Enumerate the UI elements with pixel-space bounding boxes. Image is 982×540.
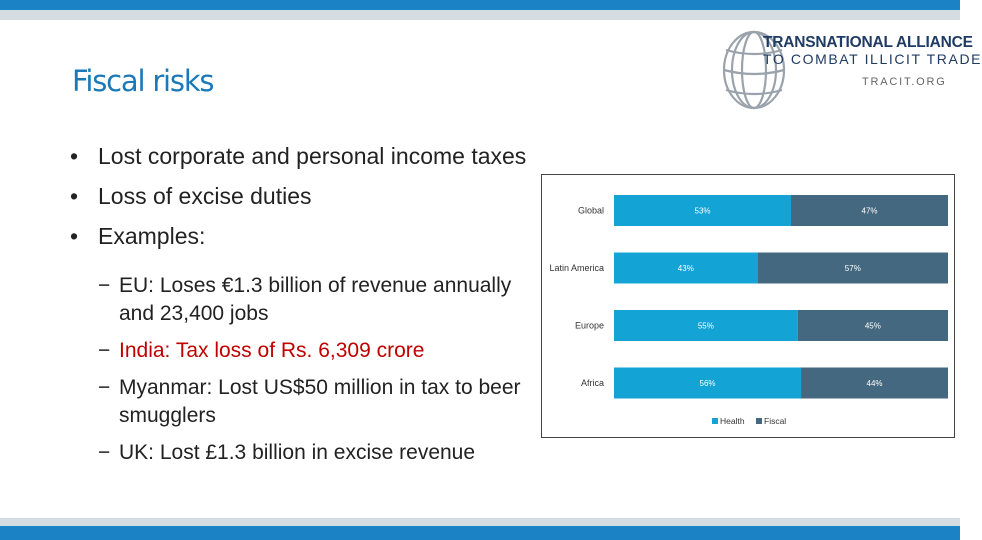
sub-bullet-text: India: Tax loss of Rs. 6,309 crore: [119, 339, 425, 362]
logo-line-2: TO COMBAT ILLICIT TRADE: [763, 51, 982, 67]
data-label: 45%: [864, 321, 881, 331]
category-label: Global: [577, 205, 604, 216]
data-label: 55%: [697, 321, 714, 331]
bullet-item: [70, 142, 540, 170]
sub-bullet-mark: −: [98, 441, 111, 464]
sub-bullet-mark: −: [98, 339, 111, 362]
bullet-mark: •: [70, 183, 79, 209]
bullet-item: [70, 222, 540, 250]
sub-bullet-mark: −: [98, 274, 111, 297]
data-label: 43%: [677, 264, 694, 273]
bullet-mark: •: [70, 143, 79, 169]
data-label: 47%: [861, 206, 878, 216]
logo-url: TRACIT.ORG: [862, 76, 947, 88]
legend-label: Fiscal: [764, 416, 787, 426]
legend-label: Health: [720, 416, 745, 426]
sub-bullet-list: [70, 272, 540, 467]
bullet-text: Loss of excise duties: [98, 183, 312, 209]
sub-bullet-item: [70, 439, 540, 467]
data-label: 57%: [844, 264, 861, 273]
bullet-text: Examples:: [98, 223, 206, 249]
data-label: 53%: [694, 206, 711, 216]
sub-bullet-text: UK: Lost £1.3 billion in excise revenue: [119, 441, 476, 464]
legend-swatch-health: [712, 418, 718, 424]
sub-bullet-text: Myanmar: Lost US$50 million in tax to beer smugglers: [119, 376, 521, 427]
category-label: Europe: [574, 320, 604, 331]
chart-frame: [541, 174, 955, 438]
top-accent-bar: [0, 0, 960, 10]
bottom-accent-bar: [0, 526, 960, 540]
data-label: 56%: [699, 379, 716, 388]
bullet-text: Lost corporate and personal income taxes: [98, 143, 527, 169]
bullet-mark: •: [70, 223, 79, 249]
top-grey-bar: [0, 10, 960, 20]
category-label: Latin America: [549, 263, 604, 273]
bottom-grey-bar: [0, 518, 960, 526]
stacked-bar-chart: [542, 175, 954, 437]
sub-bullet-text: EU: Loses €1.3 billion of revenue annually and 23,400 jobs: [119, 274, 512, 325]
sub-bullet-item: [70, 374, 540, 430]
bullet-item: [70, 182, 540, 210]
bullet-list: [70, 142, 540, 476]
logo-line-1: TRANSNATIONAL ALLIANCE: [763, 34, 973, 51]
sub-bullet-item: [70, 272, 540, 328]
slide-title: Fiscal risks: [72, 64, 214, 98]
category-label: Africa: [580, 378, 604, 388]
sub-bullet-mark: −: [98, 376, 111, 399]
tracit-logo: [718, 28, 982, 112]
sub-bullet-item: [70, 337, 540, 365]
legend-swatch-fiscal: [756, 418, 762, 424]
data-label: 44%: [866, 379, 883, 388]
